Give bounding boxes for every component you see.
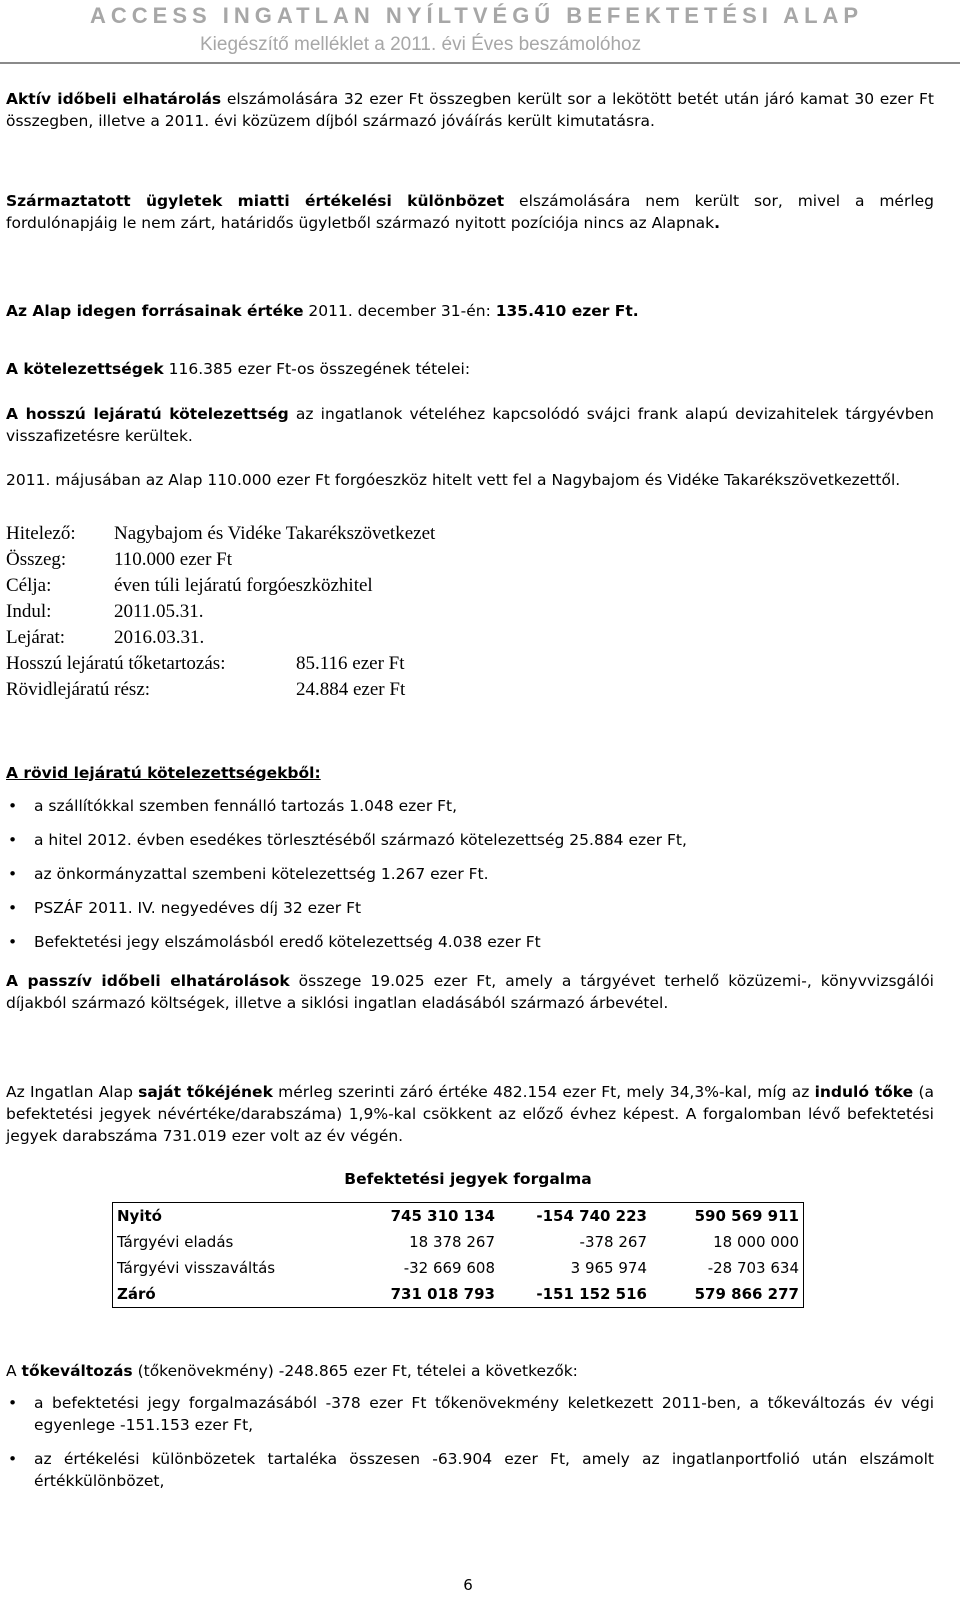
table-title: Befektetési jegyek forgalma <box>344 1170 592 1188</box>
paragraph-end: . <box>714 214 721 232</box>
paragraph-derivatives <box>6 190 934 234</box>
list-item <box>6 1392 934 1436</box>
bullet-icon: • <box>8 899 18 917</box>
term-active-accruals: Aktív időbeli elhatárolás <box>6 90 222 108</box>
loan-key: Rövidlejáratú rész: <box>6 679 151 700</box>
list-item <box>6 897 934 919</box>
loan-key: Lejárat: <box>6 627 66 648</box>
table-cell: -378 267 <box>579 1233 647 1251</box>
document-subtitle: Kiegészítő melléklet a 2011. évi Éves beszámolóhoz <box>200 34 642 55</box>
liabilities-value: 135.410 ezer Ft. <box>495 302 639 320</box>
loan-key: Hitelező: <box>6 523 76 544</box>
short-term-list <box>6 795 934 953</box>
loan-key: Célja: <box>6 575 52 596</box>
table-cell: 579 866 277 <box>651 1281 804 1308</box>
units-turnover-table <box>112 1202 804 1308</box>
list-item <box>6 795 934 817</box>
list-item-text: a szállítókkal szemben fennálló tartozás 1.048 ezer Ft, <box>34 797 458 815</box>
capital-change-list <box>6 1392 934 1492</box>
list-item <box>6 1448 934 1492</box>
loan-value: 110.000 ezer Ft <box>114 549 233 570</box>
short-term-heading <box>6 762 934 784</box>
term-passive-accruals: A passzív időbeli elhatárolások <box>6 972 290 990</box>
paragraph-equity <box>6 1081 934 1147</box>
bullet-icon: • <box>8 797 18 815</box>
paragraph-long-term <box>6 403 934 447</box>
paragraph-text: 116.385 ezer Ft-os összegének tételei: <box>163 360 471 378</box>
loan-row <box>6 599 435 625</box>
paragraph-text: összege 19.025 ezer Ft, amely a tárgyévet terhelő közüzemi-, könyvvizsgálói díjakból származó költségek, illetve a siklósi ingatlan eladásából származó árbevétel. <box>6 972 934 1012</box>
table-row <box>113 1203 804 1230</box>
paragraph-capital-change <box>6 1360 934 1382</box>
list-item <box>6 829 934 851</box>
loan-row <box>6 625 435 651</box>
loan-value: éven túli lejáratú forgóeszközhitel <box>114 575 373 596</box>
table-cell: 3 965 974 <box>570 1259 647 1277</box>
list-item-text: az önkormányzattal szembeni kötelezettség 1.267 ezer Ft. <box>34 865 489 883</box>
loan-row <box>6 677 435 703</box>
list-item <box>6 863 934 885</box>
bullet-icon: • <box>8 865 18 883</box>
paragraph-text: A <box>6 1362 22 1380</box>
term-long-term-liability: A hosszú lejáratú kötelezettség <box>6 405 289 423</box>
table-cell: -28 703 634 <box>651 1255 804 1281</box>
paragraph-loan <box>6 469 934 491</box>
list-item-text: a befektetési jegy forgalmazásából -378 ezer Ft tőkenövekmény keletkezett 2011-ben, a tőkeváltozás év végi egyenlege -151.153 ezer Ft, <box>34 1394 934 1434</box>
row-label: Tárgyévi eladás <box>113 1229 348 1255</box>
paragraph-active-accruals <box>6 88 934 132</box>
loan-value: 85.116 ezer Ft <box>296 653 405 674</box>
loan-value: Nagybajom és Vidéke Takarékszövetkezet <box>114 523 436 544</box>
page-number: 6 <box>463 1576 473 1594</box>
row-label: Nyitó <box>113 1203 348 1230</box>
bullet-icon: • <box>8 1394 18 1412</box>
term-capital-change: tőkeváltozás <box>21 1362 133 1380</box>
document-title: ACCESS INGATLAN NYÍLTVÉGŰ BEFEKTETÉSI ALAP <box>90 3 864 28</box>
paragraph-liabilities-total <box>6 300 934 322</box>
term-liabilities: Az Alap idegen forrásainak értéke <box>6 302 304 320</box>
table-cell: 18 000 000 <box>651 1229 804 1255</box>
loan-row <box>6 573 435 599</box>
paragraph-text: 2011. december 31-én: <box>303 302 496 320</box>
section-heading: A rövid lejáratú kötelezettségekből: <box>6 764 321 782</box>
loan-row <box>6 521 435 547</box>
table-row <box>113 1255 804 1281</box>
paragraph-text: 2011. májusában az Alap 110.000 ezer Ft forgóeszköz hitelt vett fel a Nagybajom és Vidéke Takarékszövetkezettől. <box>6 471 901 489</box>
table-cell: 731 018 793 <box>347 1281 499 1308</box>
loan-details <box>6 521 435 703</box>
loan-value: 2011.05.31. <box>114 601 204 622</box>
paragraph-text: Az Ingatlan Alap <box>6 1083 139 1101</box>
term-derivatives: Származtatott ügyletek miatti értékelési különbözet <box>6 192 505 210</box>
paragraph-text: az ingatlanok vételéhez kapcsolódó svájci frank alapú devizahitelek tárgyévben visszafizetésre kerültek. <box>6 405 934 445</box>
list-item-text: az értékelési különbözetek tartaléka összesen -63.904 ezer Ft, amely az ingatlanportfolió után elszámolt értékkülönbözet, <box>34 1450 934 1490</box>
loan-key: Összeg: <box>6 549 67 570</box>
loan-key: Indul: <box>6 601 52 622</box>
paragraph-text: elszámolására nem került sor, mivel a mérleg fordulónapjáig le nem zárt, határidős ügyletből származó nyitott pozíciója nincs az Alapnak <box>6 192 935 232</box>
row-label: Tárgyévi visszaváltás <box>113 1255 348 1281</box>
loan-row <box>6 651 435 677</box>
loan-row <box>6 547 435 573</box>
table-row <box>113 1229 804 1255</box>
list-item-text: Befektetési jegy elszámolásból eredő kötelezettség 4.038 ezer Ft <box>34 933 541 951</box>
loan-value: 2016.03.31. <box>114 627 205 648</box>
term-initial-capital: induló tőke <box>814 1083 914 1101</box>
row-label: Záró <box>113 1281 348 1308</box>
paragraph-text: (tőkenövekmény) -248.865 ezer Ft, tételei a következők: <box>132 1362 578 1380</box>
term-obligations: A kötelezettségek <box>6 360 164 378</box>
loan-value: 24.884 ezer Ft <box>296 679 406 700</box>
table-cell: -32 669 608 <box>403 1259 495 1277</box>
list-item <box>6 931 934 953</box>
paragraph-text: (a befektetési jegyek névértéke/darabszáma) 1,9%-kal csökkent az előző évhez képest. A forgalomban lévő befektetési jegyek darabszáma 731.019 ezer volt az év végén. <box>6 1083 934 1145</box>
loan-key: Hosszú lejáratú tőketartozás: <box>6 653 226 674</box>
table-row <box>113 1281 804 1308</box>
table-cell: -151 152 516 <box>499 1281 651 1308</box>
table-cell: 745 310 134 <box>347 1203 499 1230</box>
list-item-text: PSZÁF 2011. IV. negyedéves díj 32 ezer Ft <box>34 899 362 917</box>
paragraph-text: elszámolására 32 ezer Ft összegben került sor a lekötött betét után járó kamat 30 ezer Ft összegben, illetve a 2011. évi közüzem díjból származó jóváírás került kimutatásra. <box>6 90 934 130</box>
table-cell: 590 569 911 <box>651 1203 804 1230</box>
bullet-icon: • <box>8 933 18 951</box>
paragraph-obligations <box>6 358 934 380</box>
table-cell: 18 378 267 <box>409 1233 495 1251</box>
paragraph-passive-accruals <box>6 970 934 1014</box>
paragraph-text: mérleg szerinti záró értéke 482.154 ezer Ft, mely 34,3%-kal, míg az <box>272 1083 815 1101</box>
term-equity: saját tőkéjének <box>138 1083 273 1101</box>
bullet-icon: • <box>8 831 18 849</box>
list-item-text: a hitel 2012. évben esedékes törlesztéséből származó kötelezettség 25.884 ezer Ft, <box>34 831 687 849</box>
bullet-icon: • <box>8 1450 18 1468</box>
table-cell: -154 740 223 <box>499 1203 651 1230</box>
page-header <box>0 0 960 64</box>
